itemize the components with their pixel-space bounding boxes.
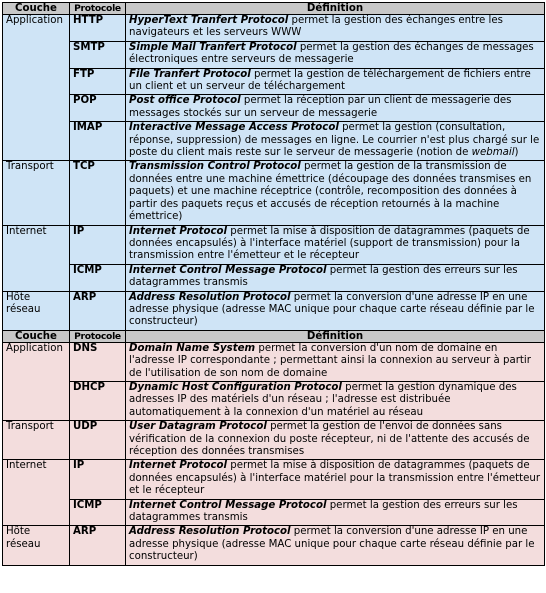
protocol-name: Dynamic Host Configuration Protocol	[129, 381, 342, 393]
protocol-name: Internet Control Message Protocol	[129, 499, 327, 511]
definition-text: permet la conversion d'une adresse IP en une adresse physique (adresse MAC unique pour chaque carte réseau définie par le constructeur)	[129, 526, 535, 563]
definition-cell	[126, 421, 545, 460]
definition-text: permet la conversion d'un nom de domaine en l'adresse IP correspondante ; permettant ainsi la connexion au serveur à partir de l'utilisation de son nom de domaine	[129, 342, 531, 379]
header-protocole: Protocole	[70, 3, 126, 15]
definition-text: permet la gestion dynamique des adresses IP des matériels d'un réseau ; l'adresse est distribuée automatiquement à la connexion d'un matériel au réseau	[129, 381, 517, 418]
header-couche: Couche	[3, 3, 70, 15]
protocol-cell: FTP	[70, 68, 126, 95]
definition-cell	[126, 122, 545, 161]
protocol-name: Address Resolution Protocol	[129, 526, 291, 538]
protocol-cell: IMAP	[70, 122, 126, 161]
header-row-2	[3, 330, 545, 342]
header-definition: Définition	[126, 3, 545, 15]
definition-cell	[126, 41, 545, 68]
definition-cell	[126, 225, 545, 264]
table-row	[3, 225, 545, 264]
definition-text: permet la mise à disposition de datagrammes (paquets de données encapsulés) à l'interface matériel pour la transmission entre l'émetteur et le récepteur	[129, 460, 541, 497]
protocol-name: HyperText Tranfert Protocol	[129, 15, 289, 26]
layer-cell: Application	[3, 342, 70, 420]
layer-cell: Hôte réseau	[3, 526, 70, 565]
definition-cell	[126, 95, 545, 122]
definition-cell	[126, 460, 545, 499]
definition-cell	[126, 526, 545, 565]
protocol-name: File Tranfert Protocol	[129, 68, 251, 80]
definition-text: permet la conversion d'une adresse IP en une adresse physique (adresse MAC unique pour chaque carte réseau définie par le constructeur)	[129, 291, 535, 328]
header-row-1	[3, 3, 545, 15]
definition-cell	[126, 161, 545, 225]
definition-text: permet la mise à disposition de datagrammes (paquets de données encapsulés) à l'interface matériel (support de transmission) pour la transmission entre l'émetteur et le récepteur	[129, 225, 530, 262]
table-row	[3, 95, 545, 122]
table-row	[3, 381, 545, 420]
header-definition: Définition	[126, 330, 545, 342]
protocol-cell: ICMP	[70, 264, 126, 291]
table-row	[3, 421, 545, 460]
table-row	[3, 460, 545, 499]
definition-cell	[126, 499, 545, 526]
table-row	[3, 264, 545, 291]
definition-cell	[126, 381, 545, 420]
definition-cell	[126, 68, 545, 95]
protocol-cell: IP	[70, 460, 126, 499]
header-couche: Couche	[3, 330, 70, 342]
protocol-cell: TCP	[70, 161, 126, 225]
definition-text: permet la gestion des échanges de messages électroniques entre serveurs de messagerie	[129, 41, 534, 66]
layer-cell: Application	[3, 15, 70, 161]
definition-cell	[126, 15, 545, 42]
definition-cell	[126, 342, 545, 381]
layer-cell: Transport	[3, 161, 70, 225]
definition-text: permet la gestion des erreurs sur les datagrammes transmis	[129, 264, 518, 289]
protocol-cell: ICMP	[70, 499, 126, 526]
definition-text: permet la gestion des erreurs sur les datagrammes transmis	[129, 499, 518, 524]
protocol-name: Post office Protocol	[129, 95, 241, 107]
layer-cell: Hôte réseau	[3, 291, 70, 330]
table-row	[3, 499, 545, 526]
definition-italic: webmail	[471, 147, 515, 159]
layer-cell: Transport	[3, 421, 70, 460]
definition-text: permet la gestion de la transmission de données entre une machine émettrice (découpage des données transmises en paquets) et une machine réceptrice (contrôle, recomposition des données à partir des paquets reçus et accusés de réception retournés à la machine émettrice)	[129, 161, 532, 223]
protocol-table	[2, 2, 545, 566]
protocol-cell: IP	[70, 225, 126, 264]
protocol-tables	[2, 2, 544, 566]
table-row	[3, 122, 545, 161]
protocol-cell: DHCP	[70, 381, 126, 420]
protocol-name: Transmission Control Protocol	[129, 161, 301, 173]
definition-cell	[126, 291, 545, 330]
table-row	[3, 342, 545, 381]
protocol-cell: SMTP	[70, 41, 126, 68]
protocol-name: Internet Control Message Protocol	[129, 264, 327, 276]
table-row	[3, 526, 545, 565]
protocol-name: Domain Name System	[129, 342, 256, 354]
protocol-name: Internet Protocol	[129, 225, 227, 237]
definition-text: permet la réception par un client de messagerie des messages stockés sur un serveur de messagerie	[129, 95, 512, 119]
table-row	[3, 68, 545, 95]
protocol-cell: ARP	[70, 291, 126, 330]
header-protocole: Protocole	[70, 330, 126, 342]
definition-tail: )	[514, 147, 519, 159]
definition-text: permet la gestion de téléchargement de fichiers entre un client et un serveur de téléchargement	[129, 68, 531, 93]
definition-text: permet la gestion des échanges entre les navigateurs et les serveurs WWW	[129, 15, 503, 39]
protocol-cell: HTTP	[70, 15, 126, 42]
table-row	[3, 291, 545, 330]
protocol-cell: DNS	[70, 342, 126, 381]
table-row	[3, 15, 545, 42]
protocol-cell: POP	[70, 95, 126, 122]
table-row	[3, 41, 545, 68]
protocol-name: Address Resolution Protocol	[129, 291, 291, 303]
protocol-name: Simple Mail Tranfert Protocol	[129, 41, 297, 53]
protocol-name: Interactive Message Access Protocol	[129, 122, 339, 134]
protocol-name: Internet Protocol	[129, 460, 227, 472]
table-row	[3, 161, 545, 225]
protocol-cell: UDP	[70, 421, 126, 460]
definition-text: permet la gestion (consultation, réponse, suppression) de messages en ligne. Le courrier n'est plus chargé sur le poste du client mais reste sur le serveur de messagerie (notion de	[129, 122, 540, 159]
protocol-name: User Datagram Protocol	[129, 421, 267, 433]
layer-cell: Internet	[3, 460, 70, 526]
layer-cell: Internet	[3, 225, 70, 291]
definition-text: permet la gestion de l'envoi de données sans vérification de la connexion du poste récepteur, ni de l'attente des accusés de réception des données transmises	[129, 421, 530, 457]
definition-cell	[126, 264, 545, 291]
protocol-cell: ARP	[70, 526, 126, 565]
